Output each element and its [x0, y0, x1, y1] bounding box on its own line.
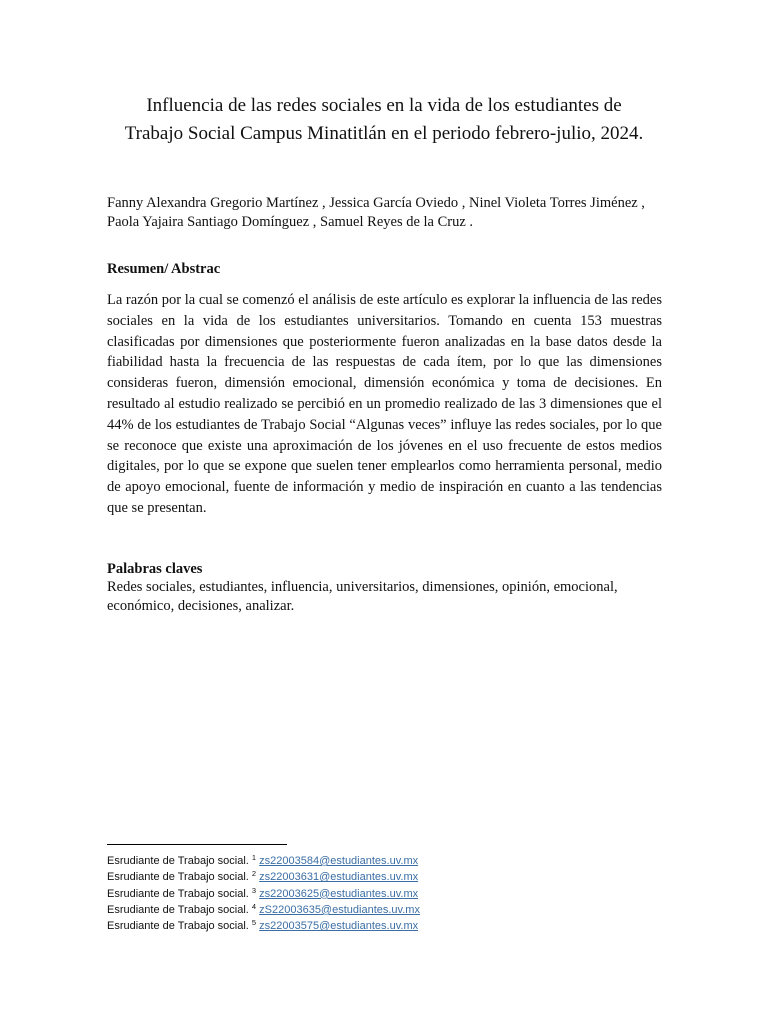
footnote-text: Esrudiante de Trabajo social. [107, 903, 252, 916]
footnote-item [107, 902, 667, 918]
paper-title [80, 92, 688, 148]
footnote-list [107, 853, 667, 934]
paper-title-line-1: Influencia de las redes sociales en la vida de los estudiantes de [146, 95, 622, 116]
footnote-email-link[interactable]: zs22003631@estudiantes.uv.mx [259, 871, 419, 884]
footnote-email-link[interactable]: zs22003584@estudiantes.uv.mx [259, 855, 419, 867]
footnote-item [107, 886, 667, 902]
footnote-text: Esrudiante de Trabajo social. [107, 855, 252, 867]
footnote-email-link[interactable]: zs22003625@estudiantes.uv.mx [259, 887, 419, 900]
paper-title-line-2: Trabajo Social Campus Minatitlán en el periodo febrero-julio, 2024. [124, 123, 644, 144]
abstract-body: La razón por la cual se comenzó el análisis de este artículo es explorar la influencia de las redes sociales en la vida de los estudiantes universitarios. Tomando en cuenta 153 muestras clasificadas por dimensiones que posteriormente fueron analizadas en la base datos desde la fiabilidad hasta la frecuencia de las respuestas de cada ítem, por lo que las dimensiones consideras fueron, dimensión emocional, dimensión económica y toma de decisiones. En resultado al estudio realizado se percibió en un promedio realizado de las 3 dimensiones que el 44% de los estudiantes de Trabajo Social “Algunas veces” influye las redes sociales, por lo que se reconoce que existe una aproximación de los jóvenes en el uso frecuente de estos medios digitales, por lo que se expone que suelen tener emplearlos como herramienta personal, medio de apoyo emocional, fuente de información y medio de inspiración en cuanto a las tendencias que se presentan. [107, 292, 662, 516]
footnote-item [107, 918, 667, 934]
footnote-number: 3 [251, 885, 257, 895]
footnote-separator [107, 844, 287, 845]
author-list: Fanny Alexandra Gregorio Martínez , Jessica García Oviedo , Ninel Violeta Torres Jiménez , Paola Yajaira Santiago Domínguez , Samuel Reyes de la Cruz . [107, 195, 645, 230]
footnote-number: 5 [251, 918, 257, 928]
footnote-number: 1 [251, 853, 257, 862]
keywords-heading: Palabras claves [107, 561, 203, 577]
footnote-number: 4 [251, 901, 257, 911]
keywords-body: Redes sociales, estudiantes, influencia, universitarios, dimensiones, opinión, emocional, económico, decisiones, analizar. [107, 579, 618, 614]
footnote-text: Esrudiante de Trabajo social. [107, 887, 252, 900]
abstract-heading: Resumen/ Abstrac [107, 261, 221, 277]
footnote-text: Esrudiante de Trabajo social. [107, 920, 252, 933]
footnote-item [107, 869, 667, 885]
footnote-email-link[interactable]: zs22003575@estudiantes.uv.mx [259, 920, 419, 933]
footnote-number: 2 [251, 869, 257, 879]
footnote-item [107, 853, 667, 869]
footnote-text: Esrudiante de Trabajo social. [107, 871, 252, 884]
footnote-email-link[interactable]: zS22003635@estudiantes.uv.mx [259, 903, 420, 916]
